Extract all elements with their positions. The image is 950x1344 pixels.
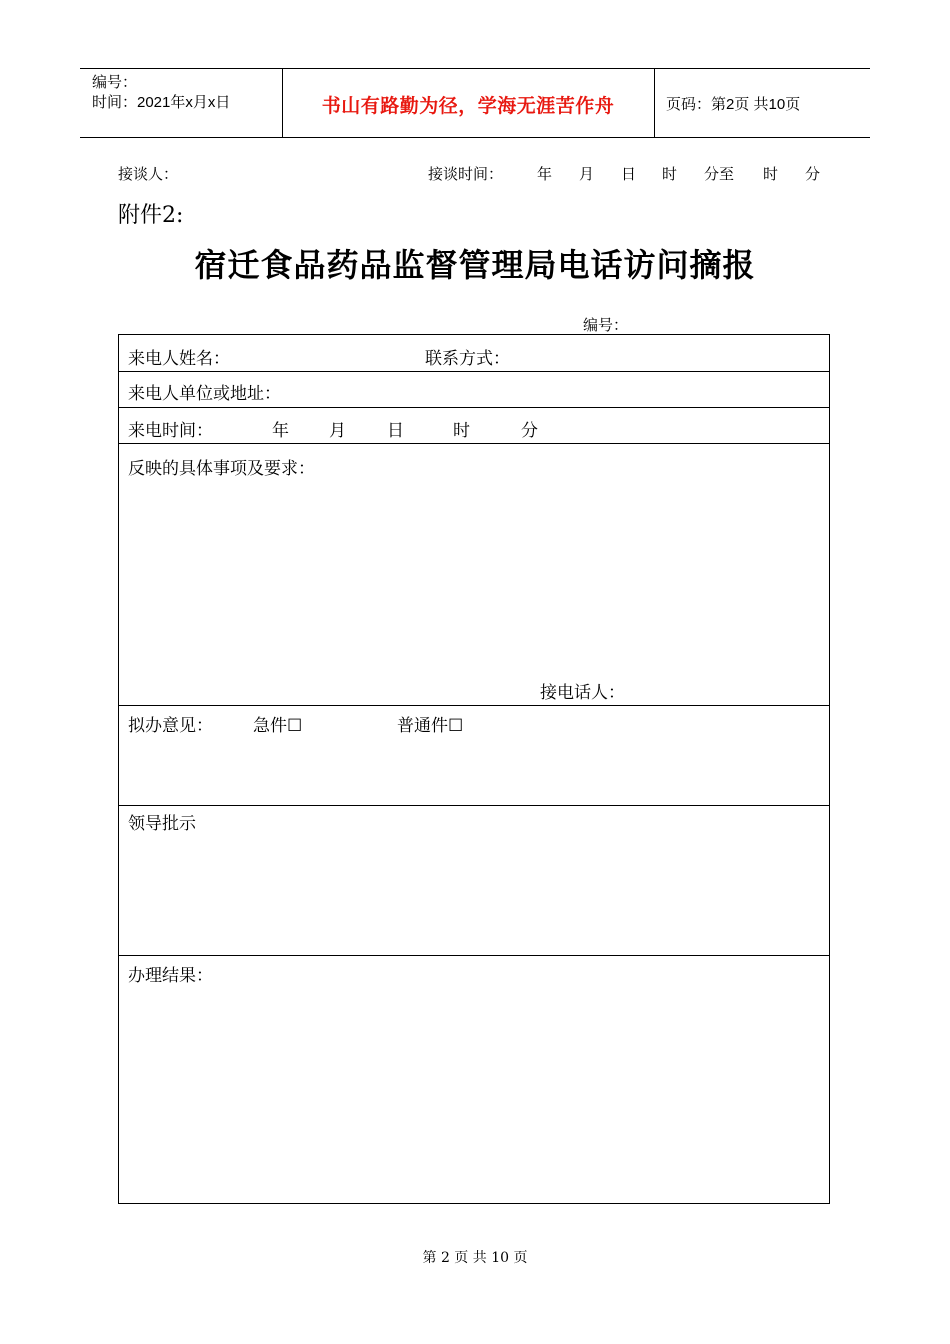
attachment-label: 附件2:: [118, 203, 184, 228]
interview-day: 日: [621, 165, 637, 183]
form-number-label: 编号：: [583, 316, 629, 334]
form-row-divider: [119, 955, 829, 956]
header-time-label: 时间：2021年x月x日: [92, 94, 231, 111]
call-time-year: 年: [272, 421, 289, 441]
form-row-divider: [119, 805, 829, 806]
call-time-minute: 分: [521, 421, 538, 441]
header-page-info: 页码：第2页 共10页: [666, 96, 801, 113]
receiver-label: 接电话人：: [540, 683, 625, 703]
interview-minute: 分: [805, 165, 821, 183]
leader-instruction-label: 领导批示: [128, 814, 196, 834]
page-footer: 第 2 页 共 10 页: [422, 1250, 528, 1266]
header-divider: [654, 69, 655, 137]
interview-hour: 时: [662, 165, 678, 183]
contact-label: 联系方式：: [425, 349, 510, 369]
call-record-form: [118, 334, 830, 1204]
form-row-divider: [119, 705, 829, 706]
caller-org-label: 来电人单位或地址：: [128, 384, 281, 404]
call-time-month: 月: [329, 421, 346, 441]
result-label: 办理结果：: [128, 966, 213, 986]
form-row-divider: [119, 407, 829, 408]
issue-label: 反映的具体事项及要求：: [128, 459, 315, 479]
proposal-label: 拟办意见：: [128, 716, 213, 736]
call-time-hour: 时: [453, 421, 470, 441]
header-number-label: 编号：: [92, 74, 138, 91]
header-motto: 书山有路勤为径，学海无涯苦作舟: [321, 95, 615, 117]
form-row-divider: [119, 371, 829, 372]
interview-hour2: 时: [763, 165, 779, 183]
form-row-divider: [119, 443, 829, 444]
interview-time-label: 接谈时间：: [428, 165, 504, 183]
interview-minute-to: 分至: [704, 165, 735, 183]
call-time-label: 来电时间：: [128, 421, 213, 441]
interview-month: 月: [579, 165, 595, 183]
page-header: [80, 68, 870, 138]
interview-year: 年: [537, 165, 553, 183]
page-title: 宿迁食品药品监督管理局电话访问摘报: [194, 246, 756, 284]
call-time-day: 日: [387, 421, 404, 441]
caller-name-label: 来电人姓名：: [128, 349, 230, 369]
normal-checkbox[interactable]: 普通件☐: [397, 716, 464, 736]
header-meta: [92, 73, 230, 113]
interviewer-label: 接谈人：: [118, 165, 179, 183]
urgent-checkbox[interactable]: 急件☐: [253, 716, 303, 736]
